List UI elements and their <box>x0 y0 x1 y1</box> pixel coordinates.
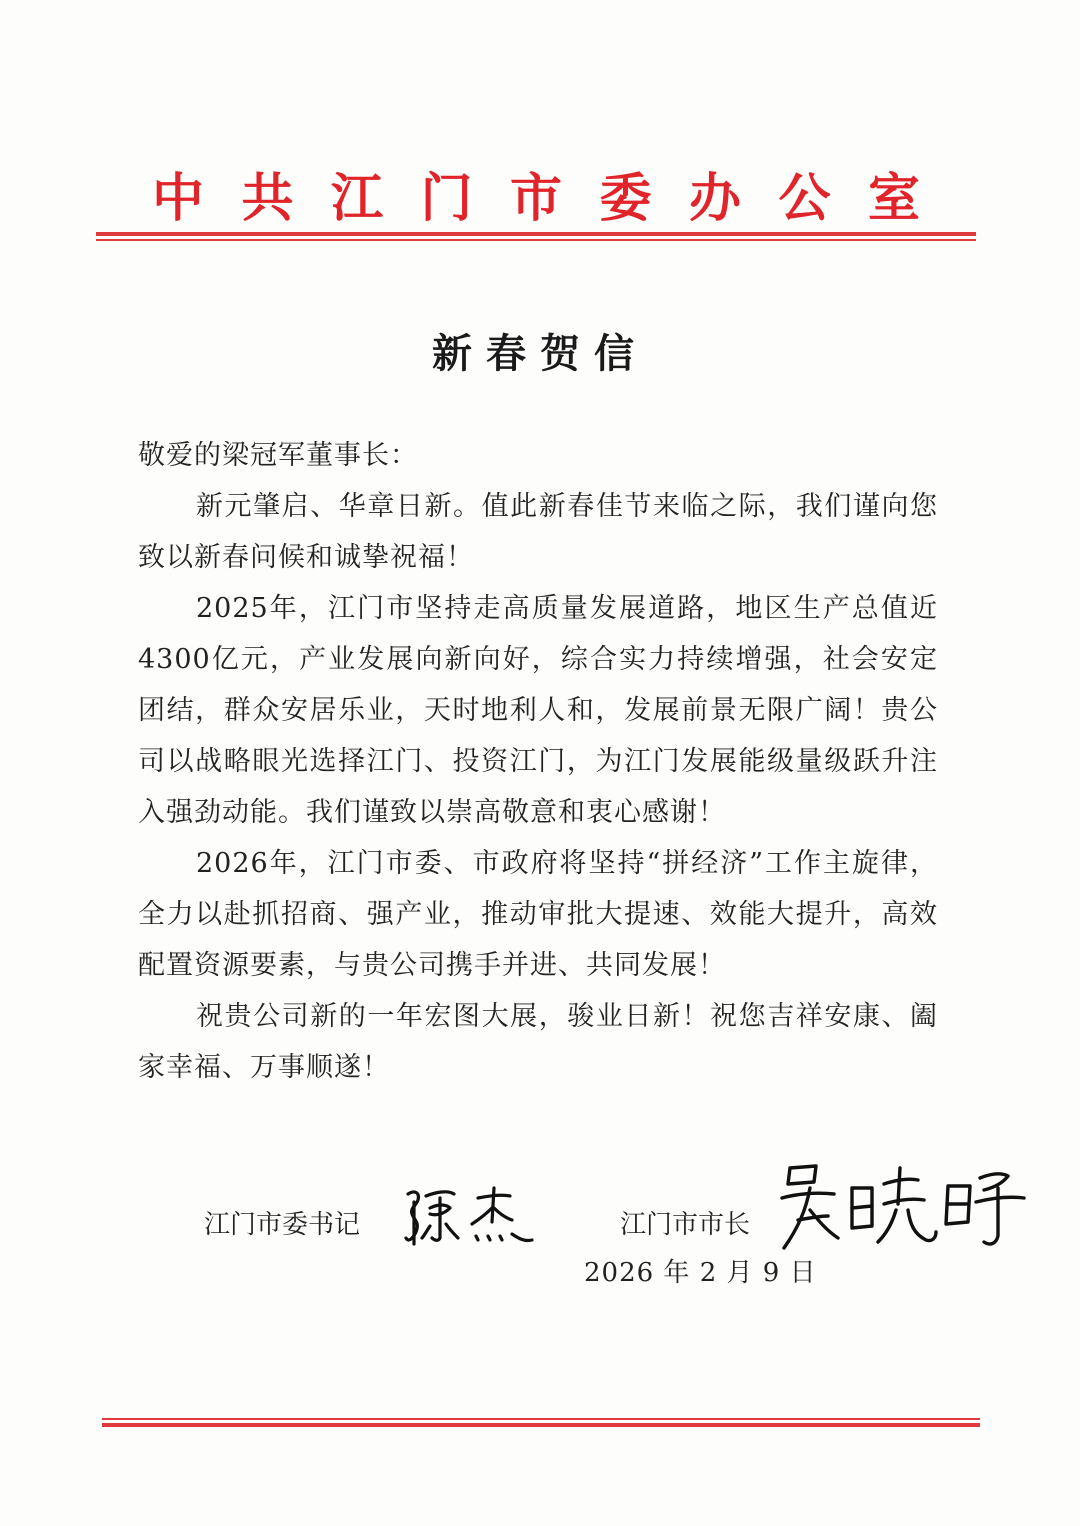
salutation: 敬爱的梁冠军董事长： <box>138 440 418 471</box>
letterhead-char: 公 <box>778 167 831 229</box>
letterhead-char: 中 <box>151 167 204 229</box>
signature-block <box>0 1180 1080 1260</box>
paragraph: 祝贵公司新的一年宏图大展，骏业日新！祝您吉祥安康、阖家幸福、万事顺遂！ <box>138 1001 938 1083</box>
letterhead-char: 室 <box>867 167 920 229</box>
paragraph: 新元肇启、华章日新。值此新春佳节来临之际，我们谨向您致以新春问候和诚挚祝福！ <box>138 491 938 573</box>
letterhead-char: 委 <box>599 167 652 229</box>
mayor-signature <box>776 1158 1032 1258</box>
letterhead-char: 门 <box>420 167 473 229</box>
document-title: 新春贺信 <box>432 330 648 377</box>
paragraph: 2025年，江门市坚持走高质量发展道路，地区生产总值近4300亿元，产业发展向新向好，综合实力持续增强，社会安定团结，群众安居乐业，天时地利人和，发展前景无限广阔！贵公司以战略眼光选择江门、投资江门，为江门发展能级量级跃升注入强劲动能。我们谨致以崇高敬意和衷心感谢！ <box>138 593 938 828</box>
letterhead-char: 共 <box>241 167 294 229</box>
footer-divider <box>102 1418 980 1427</box>
letterhead-char: 市 <box>509 167 562 229</box>
secretary-title: 江门市委书记 <box>204 1210 361 1240</box>
letterhead-divider <box>96 232 976 241</box>
mayor-title: 江门市市长 <box>620 1210 751 1240</box>
letter-date: 2026 年 2 月 9 日 <box>584 1258 817 1288</box>
paragraph: 2026年，江门市委、市政府将坚持“拼经济”工作主旋律，全力以赴抓招商、强产业，推动审批大提速、效能大提升，高效配置资源要素，与贵公司携手并进、共同发展！ <box>138 848 938 981</box>
secretary-signature <box>400 1180 540 1250</box>
letterhead <box>96 158 976 228</box>
letter-body <box>138 430 938 1093</box>
letterhead-char: 办 <box>688 167 741 229</box>
letterhead-char: 江 <box>330 167 383 229</box>
